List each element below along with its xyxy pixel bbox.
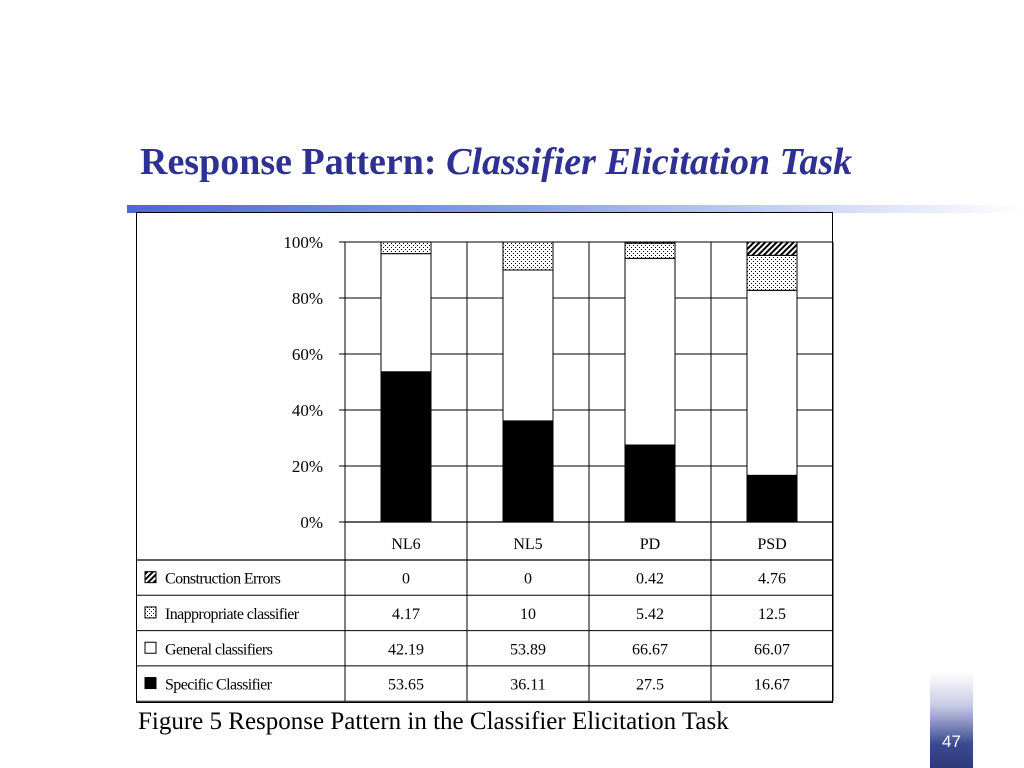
data-label: 16.67 (754, 676, 790, 694)
legend-swatch-inappropriate (145, 607, 156, 618)
data-label: 10 (520, 605, 536, 623)
data-label: 66.67 (632, 641, 668, 659)
title-main: Response Pattern: (140, 141, 437, 183)
data-label: 53.65 (388, 676, 424, 694)
data-label: 4.76 (758, 570, 786, 588)
bar-general (381, 254, 431, 372)
y-tick-label: 20% (291, 457, 323, 476)
bar-general (747, 290, 797, 475)
slide-title (140, 140, 852, 184)
y-tick-label: 80% (291, 289, 323, 308)
data-label: 53.89 (510, 641, 546, 659)
bar-construction (625, 242, 675, 243)
y-tick-label: 40% (291, 401, 323, 420)
x-category-label: PSD (757, 536, 787, 553)
chart-frame (136, 212, 833, 703)
y-tick-label: 60% (291, 345, 323, 364)
bar-specific (503, 421, 553, 522)
data-label: 5.42 (636, 605, 664, 623)
x-category-label: NL5 (513, 536, 543, 553)
bar-specific (381, 372, 431, 522)
data-label: 0 (524, 570, 532, 588)
page-number-badge (930, 672, 973, 768)
y-tick-label: 100% (283, 233, 323, 252)
stacked-bar-chart (137, 213, 834, 704)
data-label: 12.5 (758, 605, 786, 623)
title-subtitle: Classifier Elicitation Task (446, 141, 853, 183)
bar-general (503, 270, 553, 421)
bar-inappropriate (381, 242, 431, 254)
legend-label: General classifiers (165, 641, 273, 659)
bar-general (625, 258, 675, 445)
data-label: 66.07 (754, 641, 790, 659)
x-category-label: NL6 (391, 536, 421, 553)
legend-label: Construction Errors (165, 570, 281, 588)
page-number: 47 (942, 732, 961, 751)
legend-label: Specific Classifier (165, 676, 272, 694)
data-label: 42.19 (388, 641, 424, 659)
legend-swatch-construction (145, 572, 156, 583)
bar-inappropriate (503, 242, 553, 270)
bar-inappropriate (625, 243, 675, 258)
x-category-label: PD (639, 536, 661, 553)
legend-label: Inappropriate classifier (165, 605, 299, 623)
y-tick-label: 0% (300, 513, 323, 532)
bar-specific (747, 475, 797, 522)
bar-construction (747, 242, 797, 255)
legend-swatch-specific (145, 678, 156, 689)
bar-specific (625, 445, 675, 522)
figure-caption: Figure 5 Response Pattern in the Classifier Elicitation Task (138, 708, 729, 735)
data-label: 36.11 (510, 676, 546, 694)
bar-inappropriate (747, 255, 797, 290)
legend-swatch-general (145, 642, 156, 653)
data-label: 0 (402, 570, 410, 588)
data-label: 0.42 (636, 570, 664, 588)
data-label: 27.5 (636, 676, 664, 694)
data-label: 4.17 (392, 605, 420, 623)
